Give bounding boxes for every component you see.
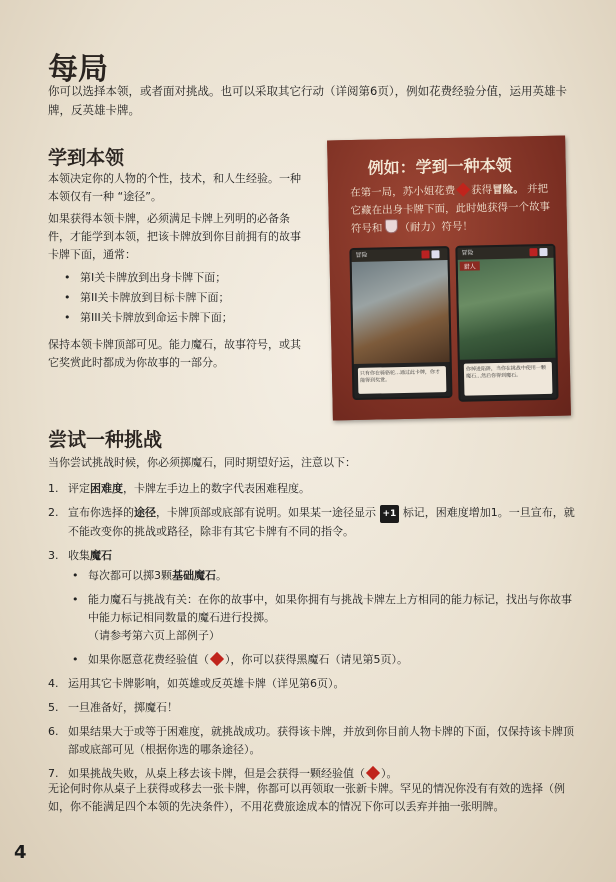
card-text: 你掉进陷阱，当你在挑战中使用一颗魔石…然后你得到魔石。 <box>464 362 553 396</box>
card-icon <box>431 250 439 258</box>
card-icon <box>529 248 537 256</box>
experience-icon <box>456 183 470 197</box>
card-text: 只有你在骑骆驼…通过此卡牌，你才能得到奖赏。 <box>358 366 447 394</box>
card-icon <box>421 250 429 258</box>
card-top: 冒险 <box>351 248 447 262</box>
dice-subitems <box>68 567 578 669</box>
list-item: • 第I关卡牌放到出身卡牌下面； <box>64 268 314 288</box>
skill-card-top <box>455 244 558 402</box>
example-panel <box>327 136 571 421</box>
example-title: 例如：学到一种本领 <box>367 155 512 178</box>
experience-icon <box>366 766 380 780</box>
skill-card-under <box>349 246 452 400</box>
experience-icon <box>210 652 224 666</box>
list-item: 4. 运用其它卡牌影响，如英雄或反英雄卡牌（详见第6页）。 <box>48 677 345 690</box>
learn-p2: 如果获得本领卡牌，必须满足卡牌上列明的必备条件，才能学到本领，把该卡牌放到你目前拥有的故事卡牌下面，通常： <box>48 212 301 261</box>
card-tag: 猎人 <box>460 261 480 270</box>
challenge-heading: 尝试一种挑战 <box>48 429 163 451</box>
learn-heading: 学到本领 <box>48 147 125 169</box>
page-number: 4 <box>14 842 27 863</box>
learn-bullets <box>64 268 314 328</box>
card-icon <box>539 248 547 256</box>
plus-one-icon: +1 <box>380 505 400 523</box>
intro-text: 你可以选择本领，或者面对挑战。也可以采取其它行动（详阅第6页），例如花费经验分值，运用英雄卡牌，反英雄卡牌。 <box>48 84 568 117</box>
list-item: 7. 如果挑战失败，从桌上移去该卡牌，但是会获得一颗经验值（ ）。 <box>48 767 398 780</box>
learn-p1: 本领决定你的人物的个性，技术，和人生经验。一种本领仅有一种 “途径”。 <box>48 172 301 203</box>
list-item: 6. 如果结果大于或等于困难度，就挑战成功。获得该卡牌，并放到你目前人物卡牌的下面，仅保持该卡牌顶部或底部可见（根据你选的哪条途径）。 <box>48 725 574 756</box>
list-item: • 如果你愿意花费经验值（ ），你可以获得黑魔石（请见第5页）。 <box>68 651 578 669</box>
card-art <box>352 260 450 364</box>
challenge-steps <box>48 480 578 789</box>
card-art <box>458 258 556 360</box>
page-title: 每局 <box>48 52 108 87</box>
list-item: • 能力魔石与挑战有关：在你的故事中，如果你拥有与挑战卡牌左上方相同的能力标记，找出与你故事中能力标记相同数量的魔石进行投掷。 （请参考第六页上部例子） <box>68 591 578 645</box>
endurance-icon <box>384 219 397 233</box>
list-item: 3. 收集魔石 • 每次都可以掷3颗基础魔石。 • 能力魔石与挑战有关：在你的故事中，如果你拥有与挑战卡牌左上方相同的能力标记，找出与你故事中能力标记相同数量的魔石进行投掷。 （请参考第六页上部例子） • 如果你愿意花费经验值（ ），你可以获得黑魔石（请见第5页）。 <box>48 547 578 669</box>
example-text: 在第一局，苏小姐花费 获得冒险。 并把它藏在出身卡牌下面，此时她获得一个故事符号和 （耐力）符号！ <box>350 182 551 236</box>
challenge-lead: 当你尝试挑战时候，你必须掷魔石，同时期望好运，注意以下： <box>48 456 356 469</box>
card-top: 冒险 <box>457 246 553 260</box>
list-item: 2. 宣布你选择的途径，卡牌顶部或底部有说明。如果某一途径显示 +1 标记，困难度增加1。一旦宣布，就不能改变你的挑战或路径，除非有其它卡牌有不同的指令。 <box>48 506 575 538</box>
closing-text: 无论何时你从桌子上获得或移去一张卡牌，你都可以再领取一张新卡牌。罕见的情况你没有有效的选择（例如，你不能满足四个本领的先决条件），不用花费旅途成本的情况下你可以丢弃并抽一张明牌。 <box>48 782 565 813</box>
list-item: 1. 评定困难度，卡牌左手边上的数字代表困难程度。 <box>48 482 310 495</box>
list-item: 5. 一旦准备好，掷魔石！ <box>48 701 178 714</box>
learn-p3: 保持本领卡牌顶部可见。能力魔石，故事符号，或其它奖赏此时都成为你故事的一部分。 <box>48 338 301 369</box>
list-item: • 每次都可以掷3颗基础魔石。 <box>68 567 578 585</box>
list-item: • 第III关卡牌放到命运卡牌下面； <box>64 308 314 328</box>
list-item: • 第II关卡牌放到目标卡牌下面； <box>64 288 314 308</box>
